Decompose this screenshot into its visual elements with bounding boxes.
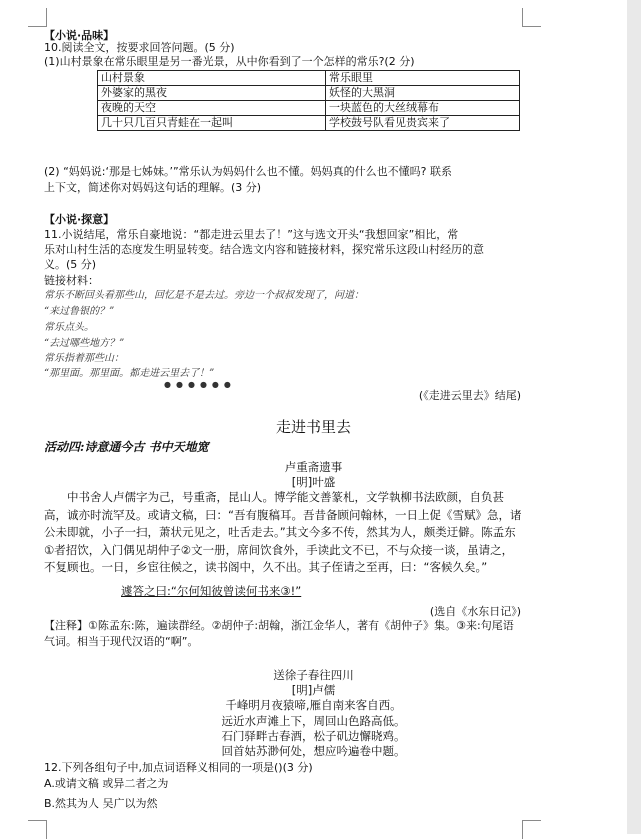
prose-title: 卢重斋遗事: [284, 460, 343, 474]
q12-title: 12.下列各组句子中,加点词语释义相同的一项是()(3 分): [44, 761, 313, 774]
table-cell: 外婆家的黑夜: [98, 86, 326, 101]
table-cell: 妖怪的大黑洞: [326, 86, 520, 101]
q12-option-b: B.然其为人 吴广以为然: [44, 797, 158, 810]
q10-title: 10.阅读全文，按要求回答问题。(5 分): [44, 41, 235, 54]
q11-line2: 乐对山村生活的态度发生明显转变。结合选文内容和链接材料，探究常乐这段山村经历的意: [44, 243, 484, 256]
table-cell: 学校鼓号队看见贵宾来了: [326, 116, 520, 131]
prose-source: (选自《水东日记》): [429, 605, 521, 618]
vertical-scrollbar[interactable]: [627, 0, 641, 834]
margin-mark-bottom-left: [28, 820, 47, 839]
link-material-label: 链接材料：: [44, 274, 99, 287]
q10-part2-line2: 上下文，简述你对妈妈这句话的理解。(3 分): [44, 181, 262, 194]
table-cell: 几十只几百只青蛙在一起叫: [98, 116, 326, 131]
section-title: 走进书里去: [275, 418, 351, 436]
q10-table: [97, 70, 520, 131]
prose-underlined-tail: 遽答之曰:“尔何知彼曾读何书来③!”: [121, 584, 302, 598]
table-header: 山村景象: [98, 71, 326, 86]
material-line: 常乐点头。: [44, 322, 94, 333]
margin-mark-top-right: [522, 8, 541, 27]
q10-part2-line1: (2) “妈妈说:‘那是七姊妹。’”常乐认为妈妈什么也不懂。妈妈真的什么也不懂吗? 联系: [44, 165, 453, 178]
prose-paragraph: 中书舍人卢儒字为己，号重斋，昆山人。博学能文善篆札，文学執柳书法欧颜，自负甚高，诚亦时流罕及。或请文稿，曰：“吾有腹稿耳。吾昔备顾问翰林，一日上促《雪赋》急，诸公未即就，小子一扫，萧状元见之，吐舌走去。”其文今多不传，然其为人，颇类迂僻。陈孟东①者招饮，入门偶见胡仲子②文一册，席间饮食外，手读此文不已，不与众接一谈，虽请之，不复顾也。一日，乡宦往候之，读书阁中，久不出。其子侄请之至再，曰：“客候久矣。”: [44, 490, 522, 574]
q11-line1: 11.小说结尾，常乐自豪地说：“都走进云里去了！”这与选文开头“我想回家”相比，常: [44, 228, 459, 241]
prose-notes: 【注释】①陈孟东:陈，遍读群经。②胡仲子:胡翰，浙江金华人，著有《胡仲子》集。③来:句尾语气词。相当于现代汉语的“啊”。: [44, 619, 514, 648]
prose-author: [明]叶盛: [291, 475, 336, 489]
poem-title: 送徐子春往四川: [273, 668, 354, 682]
table-header: 常乐眼里: [326, 71, 520, 86]
material-line: 常乐不断回头看那些山，回忆是不是去过。旁边一个叔叔发现了，问道：: [44, 290, 364, 301]
material-line: “来过鲁银的？”: [44, 306, 115, 317]
q10-tag: 【小说·品味】: [44, 29, 115, 42]
table-row: [98, 101, 520, 116]
q10-part1: (1)山村景象在常乐眼里是另一番光景，从中你看到了一个怎样的常乐?(2 分): [44, 55, 415, 68]
table-cell: 夜晚的天空: [98, 101, 326, 116]
q11-tag: 【小说·探意】: [44, 213, 115, 226]
table-row: [98, 116, 520, 131]
q12-option-a: A.或请文稿 或异二者之为: [44, 777, 169, 790]
poem-line: 石门驿畔古春酒，松子矶边懈晓鸡。: [221, 729, 406, 743]
material-line: 常乐指着那些山：: [44, 353, 124, 364]
margin-mark-top-left: [28, 8, 47, 27]
poem-line: 回首姑苏渺何处，想应吟遍卷中题。: [221, 744, 406, 758]
poem-author: [明]卢儒: [291, 683, 336, 697]
table-cell: 一块蓝色的大丝绒幕布: [326, 101, 520, 116]
emphasis-dots: ●●●●●●: [164, 380, 236, 389]
material-line: “去过哪些地方？”: [44, 338, 125, 349]
table-header-row: [98, 71, 520, 86]
activity-heading: 活动四:诗意通今古 书中天地宽: [44, 440, 209, 454]
poem-line: 远近水声滩上下，周回山色路高低。: [221, 714, 406, 728]
poem-line: 千峰明月夜猿啼,雁自南来客自西。: [225, 698, 402, 712]
material-source: (《走进云里去》结尾): [418, 389, 521, 402]
q11-line3: 义。(5 分): [44, 258, 97, 271]
material-line: “那里面。那里面。都走进云里去了！”: [44, 368, 215, 379]
margin-mark-bottom-right: [522, 820, 541, 839]
table-row: [98, 86, 520, 101]
